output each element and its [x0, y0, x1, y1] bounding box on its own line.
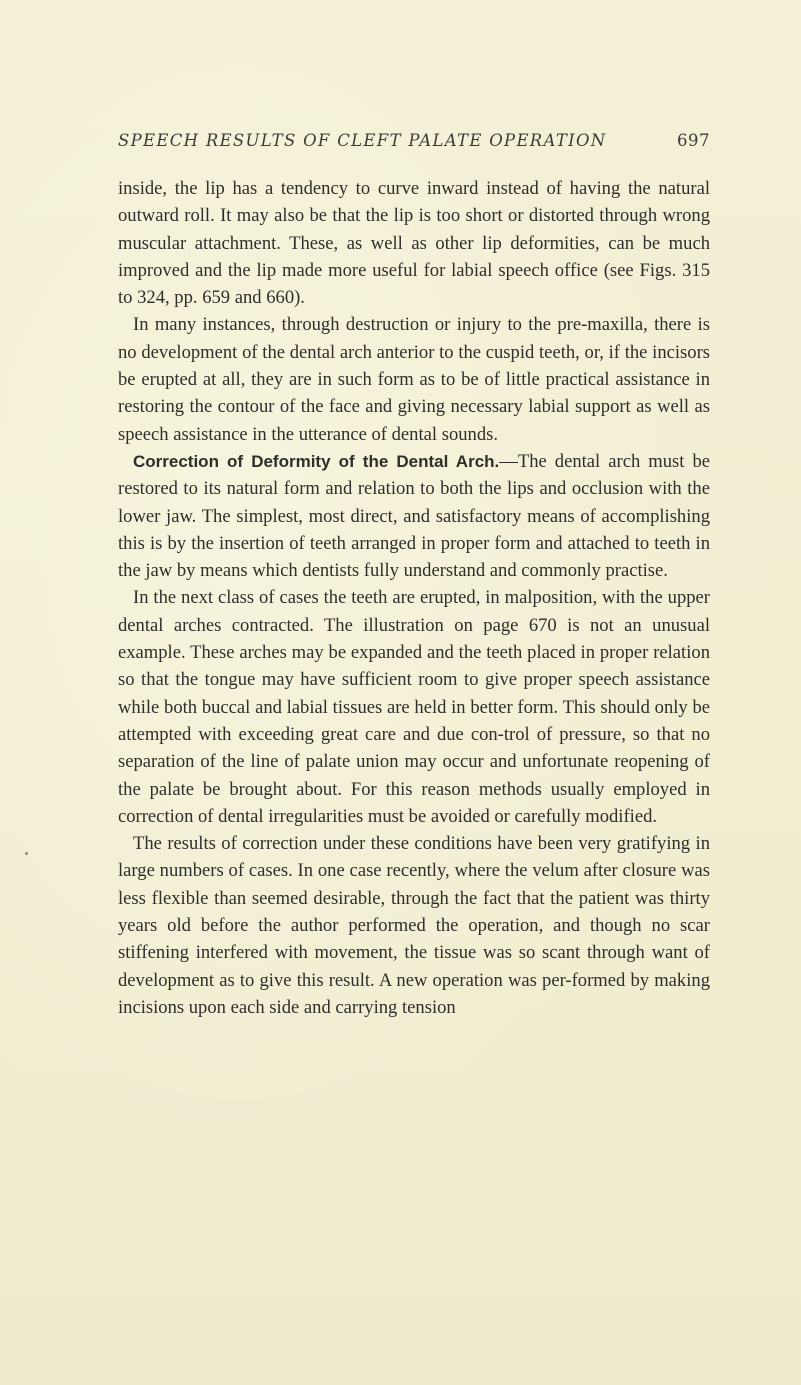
section-heading-dental-arch: Correction of Deformity of the Dental Arch. — [133, 451, 500, 471]
paragraph-2-text: In many instances, through destruction or injury to the pre-maxilla, there is no development of the dental arch anterior to the cuspid teeth, or, if the incisors be erupted at all, they are in such form as to be of little practical assistance in restoring the contour of the face and giving necessary labial support as well as speech assistance in the utterance of dental sounds. — [118, 314, 710, 445]
paragraph-5-text: The results of correction under these conditions have been very gratifying in large numbers of cases. In one case recently, where the velum after closure was less flexible than seemed desirable, through the fact that the patient was thirty years old before the author performed the operation, and though no scar stiffening interfered with movement, the tissue was so scant through want of development as to give this result. A new operation was per-formed by making incisions upon each side and carrying tension — [118, 833, 710, 1018]
running-title: SPEECH RESULTS OF CLEFT PALATE OPERATION — [118, 131, 607, 150]
body-text — [118, 175, 710, 1021]
paragraph-5 — [118, 830, 710, 1021]
paragraph-3 — [118, 448, 710, 584]
paragraph-1-text: inside, the lip has a tendency to curve inward instead of having the natural outward roll. It may also be that the lip is too short or distorted through wrong muscular attachment. These, as well as other lip deformities, can be much improved and the lip made more useful for labial speech office (see Figs. 315 to 324, pp. 659 and 660). — [118, 178, 710, 309]
paragraph-2 — [118, 311, 710, 447]
paragraph-3-text: —The dental arch must be restored to its natural form and relation to both the lips and occlusion with the lower jaw. The simplest, most direct, and satisfactory means of accomplishing this is by the insertion of teeth arranged in proper form and attached to teeth in the jaw by means which dentists fully understand and commonly practise. — [118, 450, 710, 582]
margin-speck — [25, 852, 28, 855]
paragraph-4 — [118, 584, 710, 830]
paragraph-4-text: In the next class of cases the teeth are erupted, in malposition, with the upper dental arches contracted. The illustration on page 670 is not an unusual example. These arches may be expanded and the teeth placed in proper relation so that the tongue may have sufficient room to give proper speech assistance while both buccal and labial tissues are held in better form. This should only be attempted with exceeding great care and due con-trol of pressure, so that no separation of the line of palate union may occur and unfortunate reopening of the palate be brought about. For this reason methods usually employed in correction of dental irregularities must be avoided or carefully modified. — [118, 587, 710, 827]
running-header — [118, 131, 710, 150]
paragraph-1 — [118, 175, 710, 311]
page-number: 697 — [677, 131, 710, 150]
